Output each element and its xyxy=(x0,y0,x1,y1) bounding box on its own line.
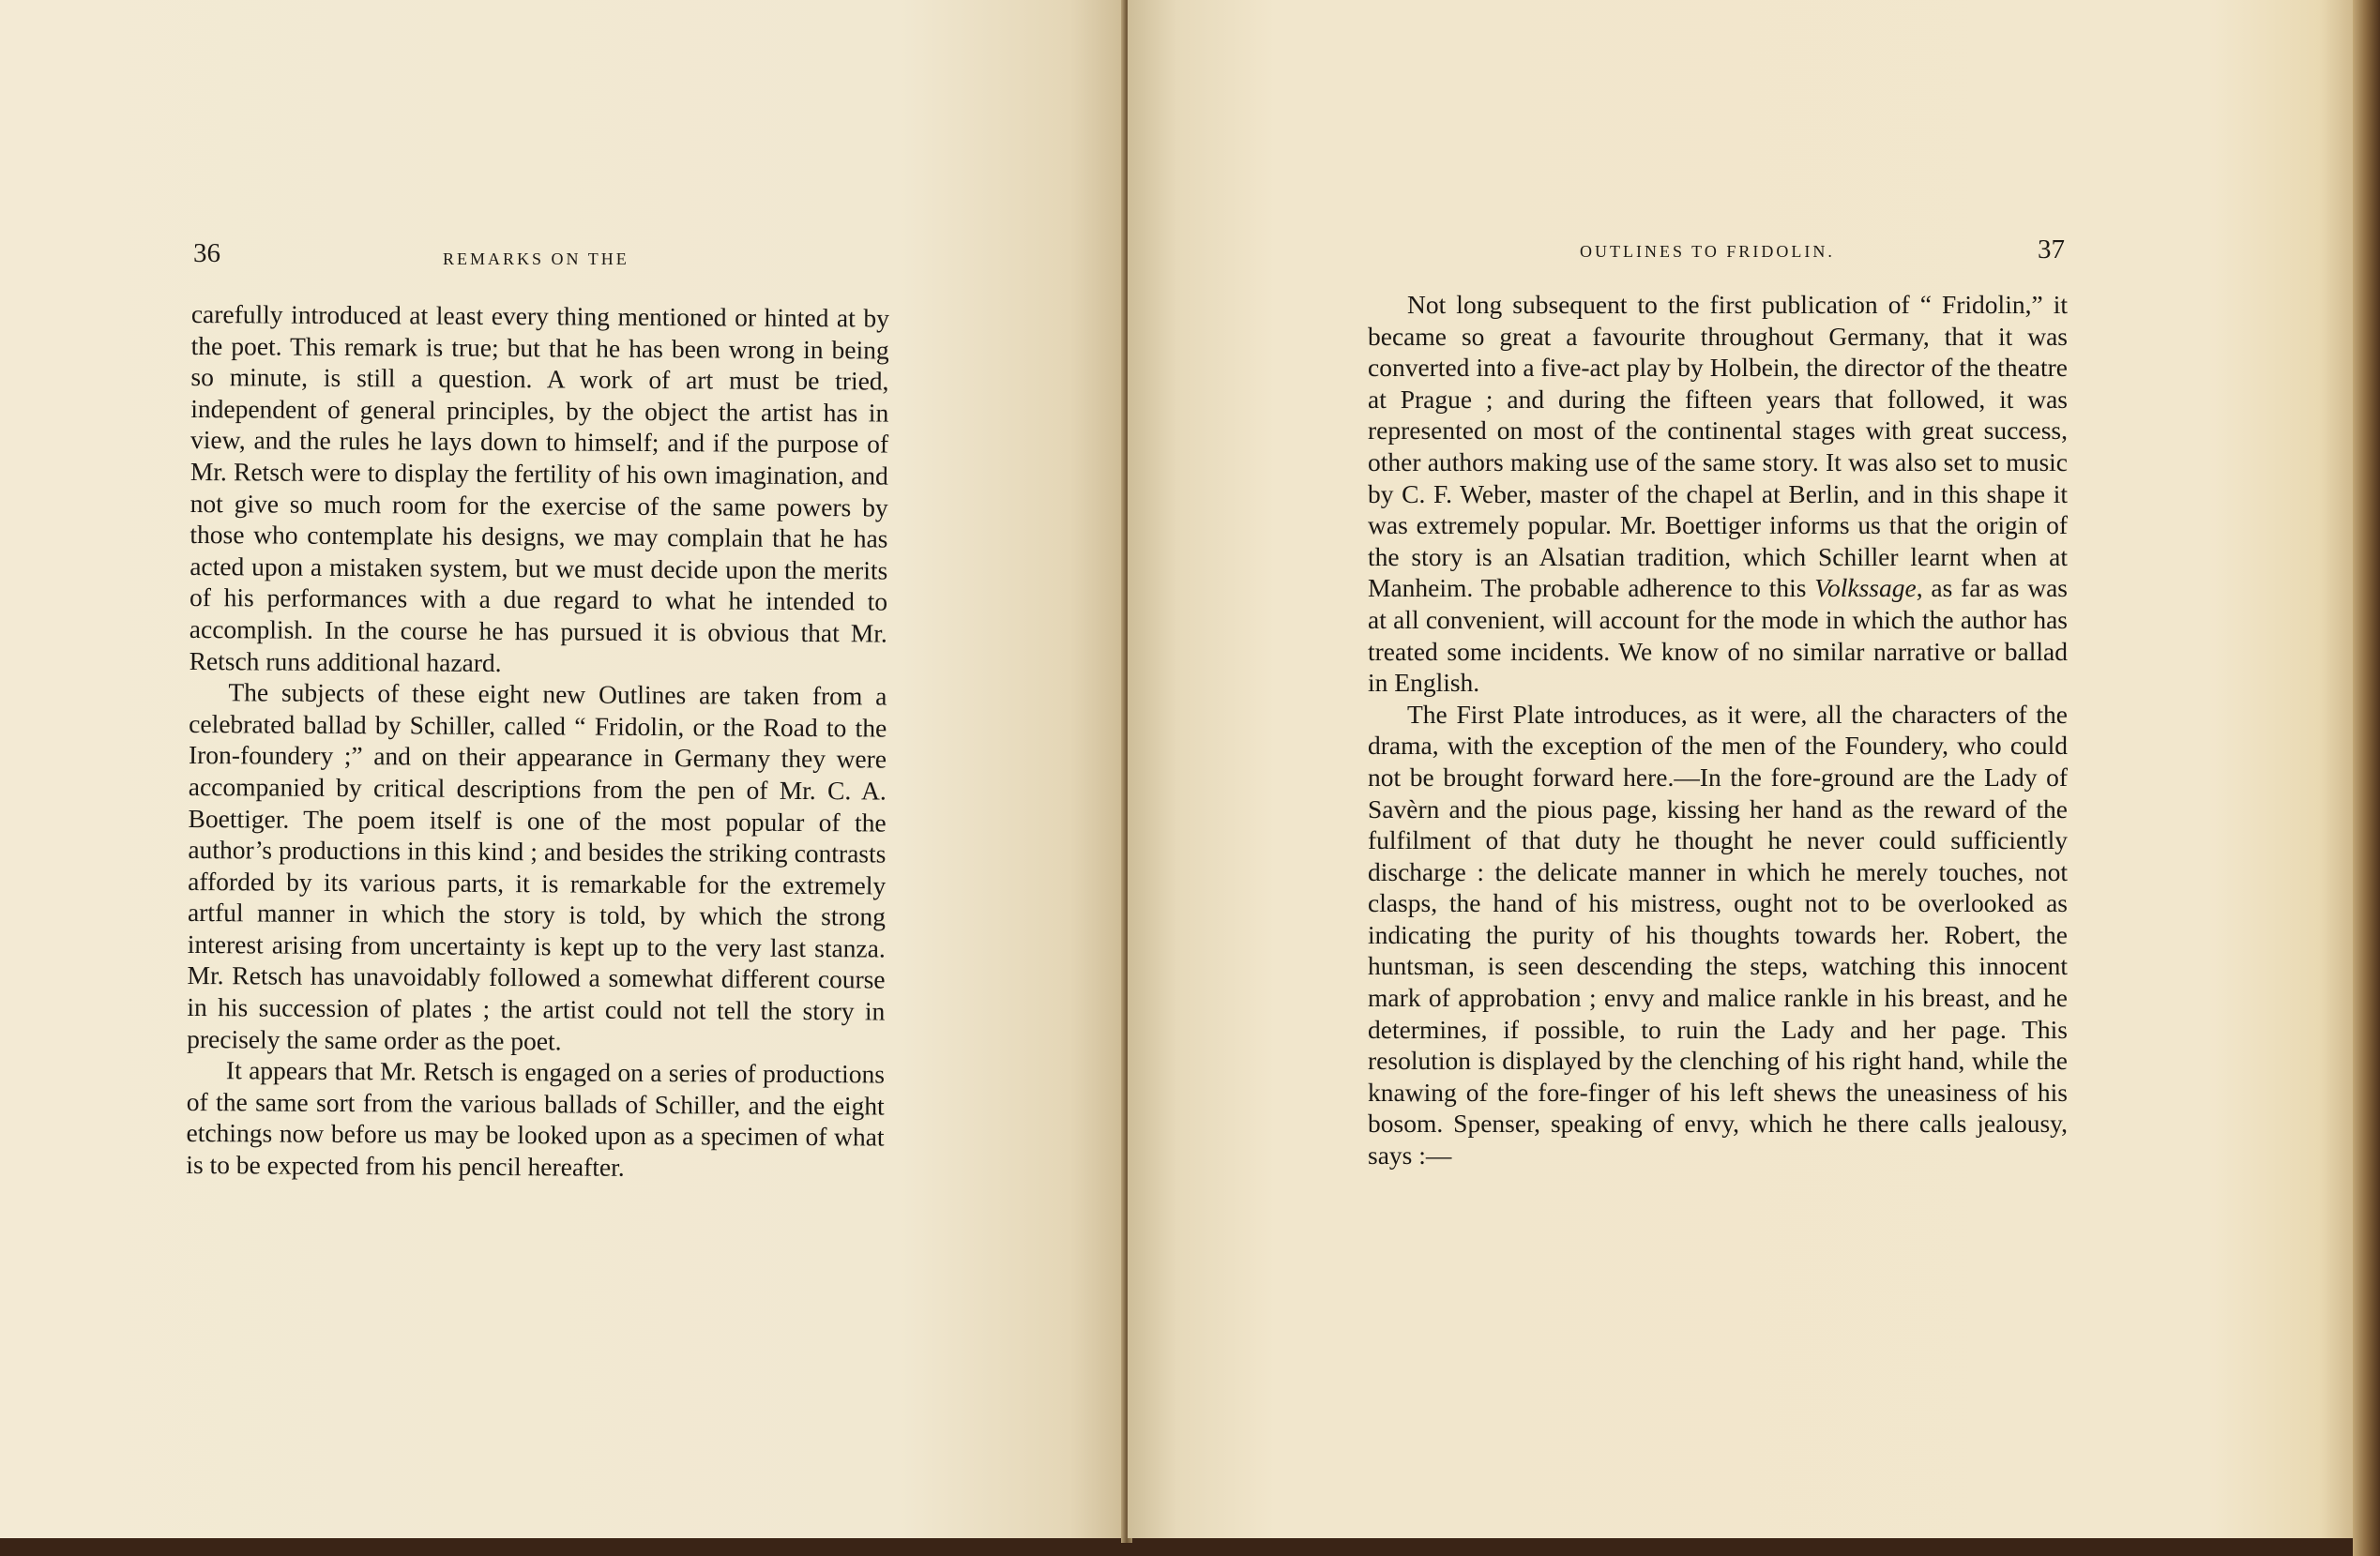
right-paragraph-1 xyxy=(1368,289,2068,699)
right-running-head: OUTLINES TO FRIDOLIN. xyxy=(1580,242,1835,261)
right-paragraph-2: The First Plate introduces, as it were, all the characters of the drama, with the exception of the men of the Foundery, who could not be brought forward here.—In the fore-ground are the Lady of Savèrn and the pious page, kissing her hand as the reward of the fulfilment of that duty he thought he never could sufficiently discharge : the delicate manner in which he merely touches, not clasps, the hand of his mistress, ought not to be overlooked as indicating the purity of his thoughts towards her. Robert, the huntsman, is seen descending the steps, watching this innocent mark of approbation ; envy and malice rankle in his breast, and he determines, if possible, to ruin the Lady and her page. This resolution is displayed by the clenching of his right hand, while the knawing of the fore-finger of his left shews the uneasiness of his bosom. Spenser, speaking of envy, which he there calls jealousy, says :— xyxy=(1368,699,2068,1171)
left-paragraph-3: It appears that Mr. Retsch is engaged on a series of productions of the same sort from the various ballads of Schiller, and the eight etchings now before us may be looked upon as a specimen of what is to be expected from his pencil hereafter. xyxy=(186,1055,886,1182)
left-paragraph-2: The subjects of these eight new Outlines are taken from a celebrated ballad by Schiller, called “ Fridolin, or the Road to the Iron-foundery ;” and on their appearance in Germany they were accompanied by critical descriptions from the pen of Mr. C. A. Boettiger. The poem itself is one of the most popular of the author’s productions in this kind ; and besides the striking contrasts afforded by its various parts, it is remarkable for the extremely artful manner in which the story is told, by which the strong interest arising from uncertainty is kept up to the very last stanza. Mr. Retsch has unavoidably followed a somewhat different course in his succession of plates ; the artist could not tell the story in precisely the same order as the poet. xyxy=(187,677,887,1056)
left-page-number: 36 xyxy=(193,238,220,268)
right-body-text xyxy=(1368,289,2068,1171)
book-cover-edge xyxy=(2353,0,2380,1556)
right-paragraph-1-text-b: , as far as was at all convenient, will account for the mode in which the author has treated some incidents. We know of no similar narrative or ballad in English. xyxy=(1368,573,2068,698)
left-paragraph-1: carefully introduced at least every thing mentioned or hinted at by the poet. This remark is true; but that he has been wrong in being so minute, is still a question. A work of art must be tried, independent of general principles, by the object the artist has in view, and the rules he lays down to himself; and if the purpose of Mr. Retsch were to display the fertility of his own imagination, and not give so much room for the exercise of the same powers by those who contemplate his designs, we may complain that he has acted upon a mistaken system, but we must decide upon the merits of his performances with a due regard to what he intended to accomplish. In the course he has pursued it is obvious that Mr. Retsch runs additional hazard. xyxy=(189,298,889,677)
right-paragraph-1-italic: Volkssage xyxy=(1814,573,1917,603)
right-paragraph-1-text-a: Not long subsequent to the first publication of “ Fridolin,” it became so great a favourite throughout Germany, that it was converted into a five-act play by Holbein, the director of the theatre at Prague ; and during the fifteen years that followed, it was represented on most of the continental stages with great success, other authors making use of the same story. It was also set to music by C. F. Weber, master of the chapel at Berlin, and in this shape it was extremely popular. Mr. Boettiger informs us that the origin of the story is an Alsatian tradition, which Schiller learnt when at Manheim. The probable adherence to this xyxy=(1368,290,2068,603)
right-page-number: 37 xyxy=(2038,234,2065,264)
left-page xyxy=(0,0,1126,1538)
left-body-text xyxy=(186,298,889,1185)
left-running-head: REMARKS ON THE xyxy=(443,249,629,268)
